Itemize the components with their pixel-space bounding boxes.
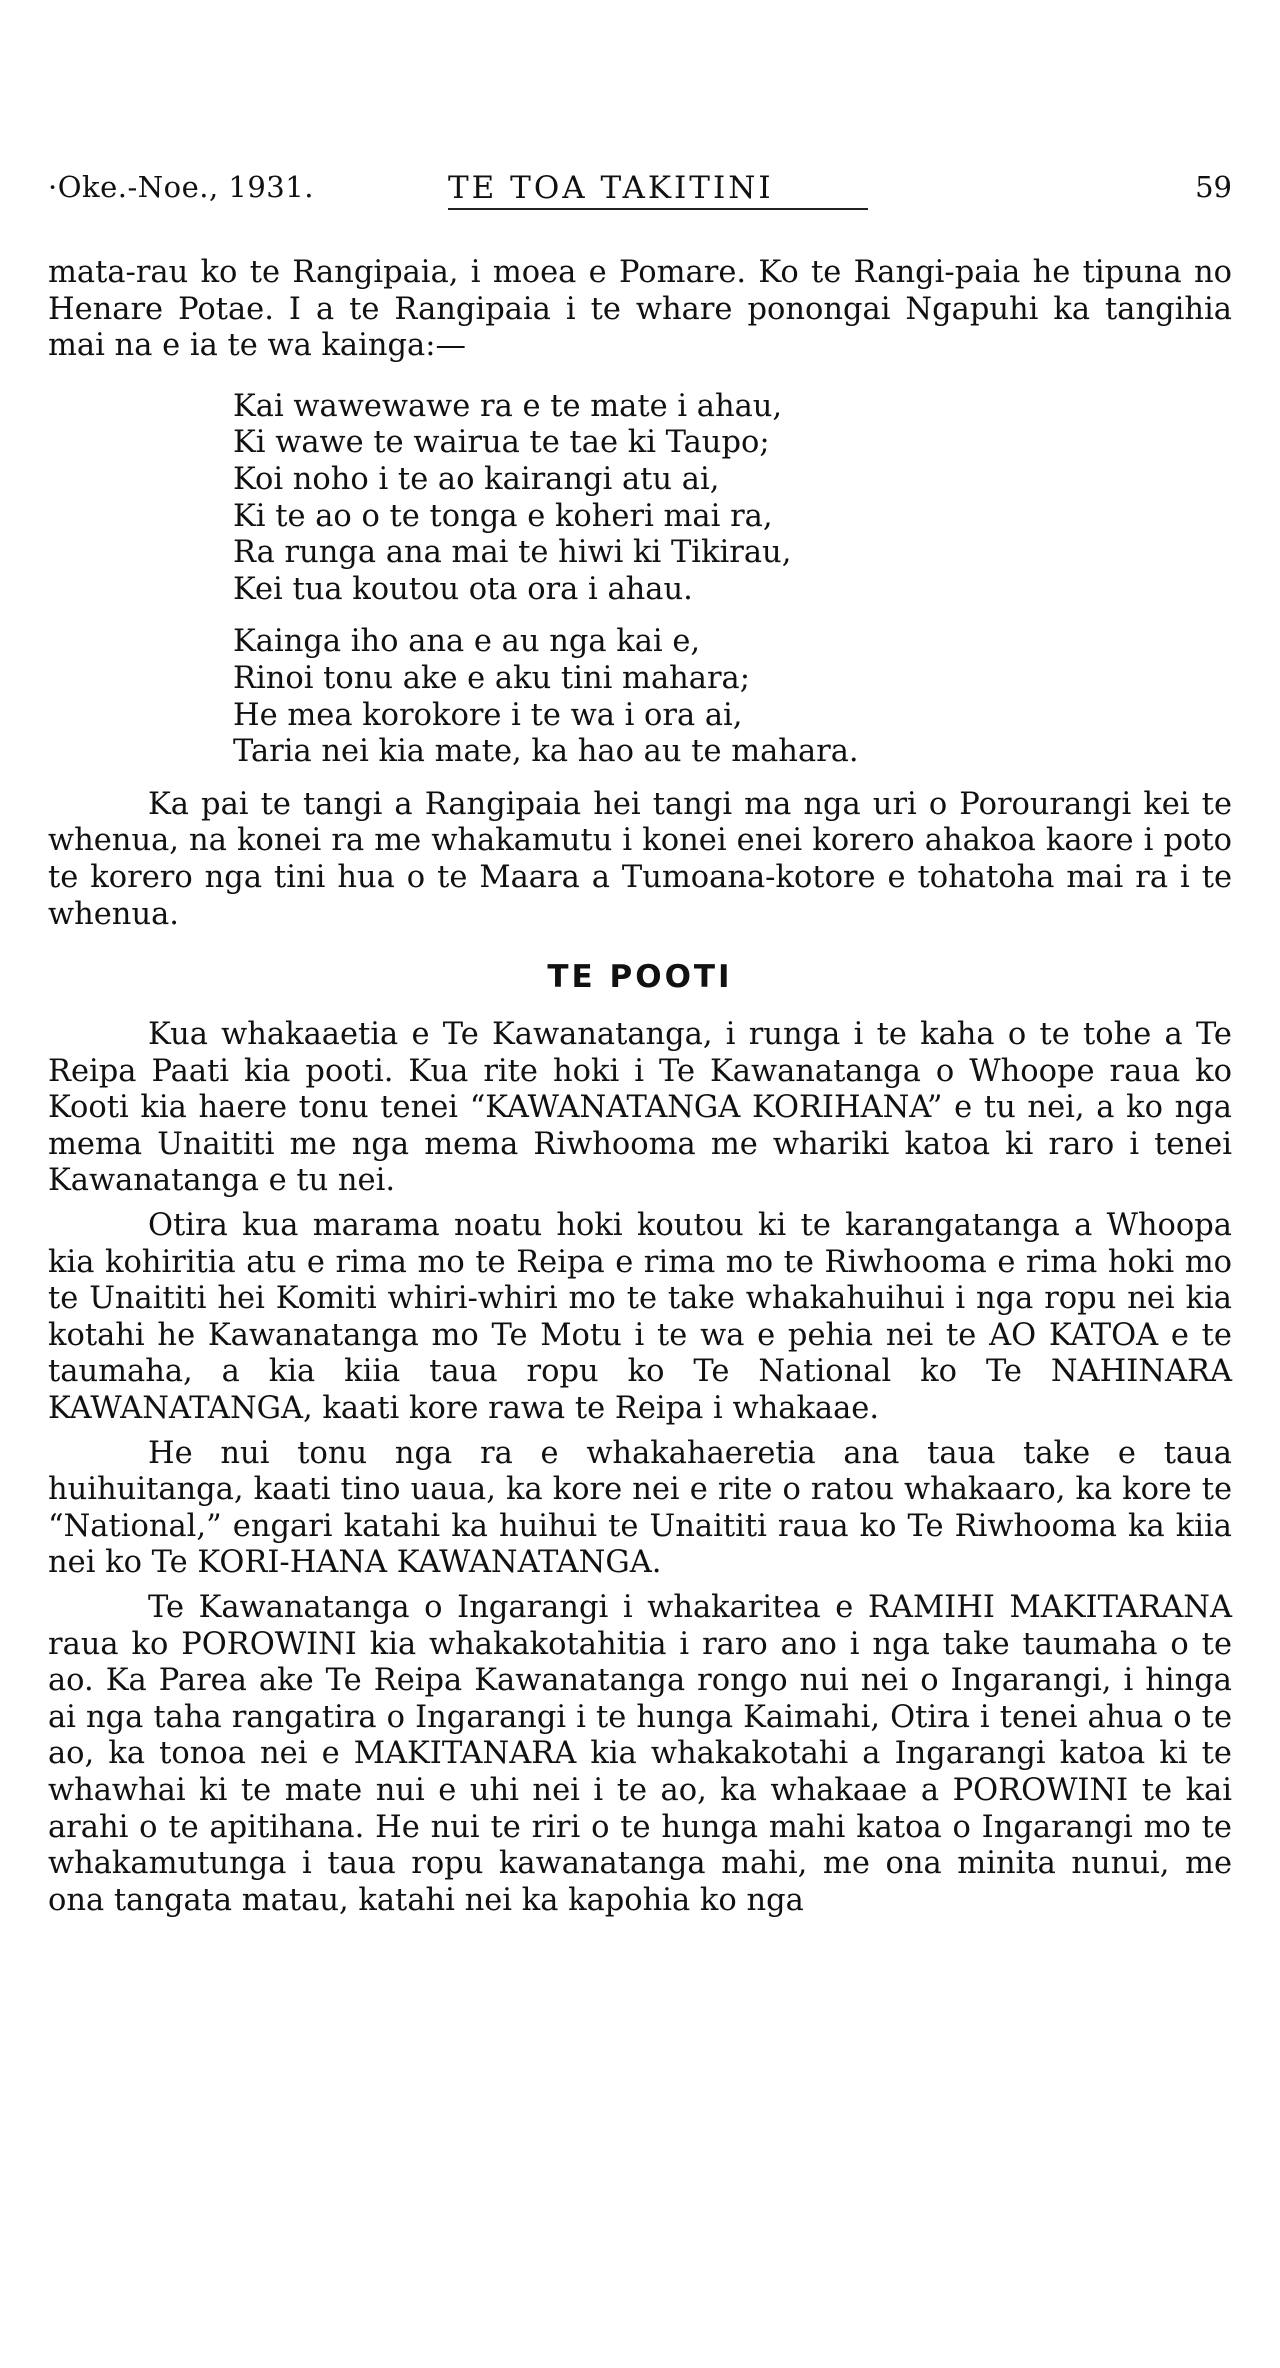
header-rule xyxy=(448,208,868,210)
verse-block xyxy=(233,389,1232,771)
body-text xyxy=(48,255,1232,1919)
page-number: 59 xyxy=(1195,170,1232,204)
verse-stanza-2 xyxy=(233,624,1232,770)
running-header xyxy=(48,170,1232,210)
intro-paragraph: mata-rau ko te Rangipaia, i moea e Pomare. Ko te Rangi-paia he tipuna no Henare Potae. I a te Rangipaia i te whare ponongai Ngapuhi ka tangihia mai na e ia te wa kainga:— xyxy=(48,255,1232,364)
section-paragraph: Kua whakaaetia e Te Kawanatanga, i runga i te kaha o te tohe a Te Reipa Paati kia pooti. Kua rite hoki i Te Kawanatanga o Whoope raua ko Kooti kia haere tonu tenei “KAWANATANGA KORIHANA” e tu nei, a ko nga mema Unaititi me nga mema Riwhooma me whariki katoa ki raro i tenei Kawanatanga e tu nei. xyxy=(48,1017,1232,1199)
header-title: TE TOA TAKITINI xyxy=(448,170,774,206)
verse-line: Ra runga ana mai te hiwi ki Tikirau, xyxy=(233,535,792,571)
verse-line: Koi noho i te ao kairangi atu ai, xyxy=(233,461,720,497)
section-paragraph: Te Kawanatanga o Ingarangi i whakaritea e RAMIHI MAKITARANA raua ko POROWINI kia whakakotahitia i raro ano i nga take taumaha o te ao. Ka Parea ake Te Reipa Kawanatanga rongo nui nei o Ingarangi, i hinga ai nga taha rangatira o Ingarangi i te hunga Kaimahi, Otira i tenei ahua o te ao, ka tonoa nei e MAKITANARA kia whakakotahi a Ingarangi katoa ki te whawhai ki te mate nui e uhi nei i te ao, ka whakaae a POROWINI te kai arahi o te apitihana. He nui te riri o te hunga mahi katoa o Ingarangi mo te whakamutunga i taua ropu kawanatanga mahi, me ona minita nunui, me ona tangata matau, katahi nei ka kapohia ko nga xyxy=(48,1590,1232,1918)
verse-stanza-1 xyxy=(233,389,1232,609)
header-date: ·Oke.-Noe., 1931. xyxy=(48,170,314,204)
section-paragraph: He nui tonu nga ra e whakahaeretia ana taua take e taua huihuitanga, kaati tino uaua, ka kore nei e rite o ratou whakaaro, ka kore te “National,” engari katahi ka huihui te Unaititi raua ko Te Riwhooma ka kiia nei ko Te KORI-HANA KAWANATANGA. xyxy=(48,1435,1232,1581)
section-paragraph: Otira kua marama noatu hoki koutou ki te karangatanga a Whoopa kia kohiritia atu e rima mo te Reipa e rima mo te Riwhooma e rima hoki mo te Unaititi hei Komiti whiri-whiri mo te take whakahuihui i nga ropu nei kia kotahi he Kawanatanga mo Te Motu i te wa e pehia nei te AO KATOA e te taumaha, a kia kiia taua ropu ko Te National ko Te NAHINARA KAWANATANGA, kaati kore rawa te Reipa i whakaae. xyxy=(48,1208,1232,1427)
verse-line: Kainga iho ana e au nga kai e, xyxy=(233,624,701,660)
verse-line: Ki wawe te wairua te tae ki Taupo; xyxy=(233,425,770,461)
verse-line: Ki te ao o te tonga e koheri mai ra, xyxy=(233,498,773,534)
verse-line: Kai wawewawe ra e te mate i ahau, xyxy=(233,388,783,424)
section-heading: TE POOTI xyxy=(547,959,733,996)
verse-line: He mea korokore i te wa i ora ai, xyxy=(233,697,743,733)
verse-line: Kei tua koutou ota ora i ahau. xyxy=(233,571,693,607)
verse-line: Rinoi tonu ake e aku tini mahara; xyxy=(233,660,751,696)
after-verse-paragraph: Ka pai te tangi a Rangipaia hei tangi ma nga uri o Porourangi kei te whenua, na konei ra me whakamutu i konei enei korero ahakoa kaore i poto te korero nga tini hua o te Maara a Tumoana-kotore e tohatoha mai ra i te whenua. xyxy=(48,786,1232,932)
verse-line: Taria nei kia mate, ka hao au te mahara. xyxy=(233,734,859,770)
